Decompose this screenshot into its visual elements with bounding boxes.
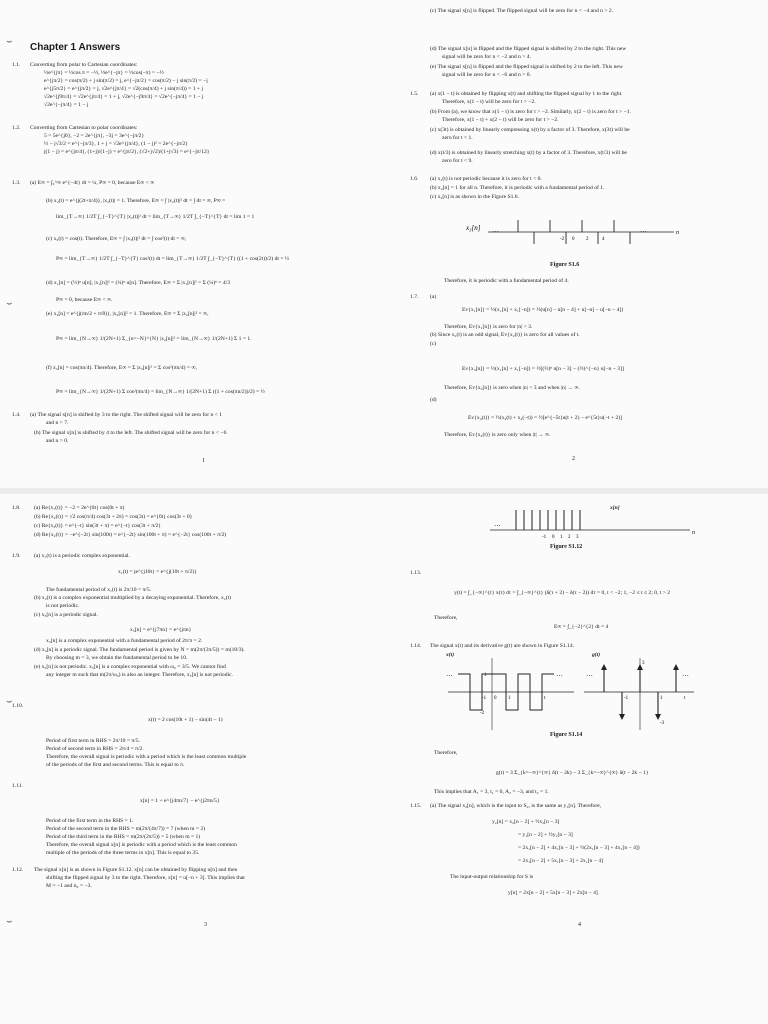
svg-text:3: 3: [642, 661, 645, 666]
text-line: e^{j5π/2} = e^{jπ/2} = j, √2e^{jπ/4} = √2(cos(π/4) + j sin(π/4)) = 1 + j: [44, 86, 204, 92]
text-line: (b) The signal x[n] is shifted by 4 to the left. The shifted signal will be zero for n < −6: [34, 430, 227, 436]
svg-text:t: t: [684, 696, 686, 701]
text-line: zero for t < 1.: [442, 135, 473, 141]
text-line: Period of the second term in the RHS = m(2π/(4π/7)) = 7 (when m = 2): [46, 826, 206, 832]
text-line: Ev{x₃[n]} = ½(x₁[n] + x₁[−n]) = ½[(½)ⁿ u[n − 3] − (½)^{−n} u[−n − 3]]: [462, 366, 624, 372]
text-line: (b) x₂(t) is a complex exponential multiplied by a decaying exponential. Therefore, x₂(t): [34, 595, 232, 601]
page-number: 3: [204, 922, 207, 928]
text-line: j(1 − j) = e^{jπ/4}, (1+j)/(1−j) = e^{jπ/2}, (√2+j√2)/(1+j√3) = e^{−jπ/12}: [44, 149, 210, 155]
figure-s1-6: [462, 204, 702, 264]
problem-number: 1.12.: [12, 867, 24, 873]
text-line: Therefore, the overall signal is periodic with a period which is the least common multiple: [46, 754, 247, 760]
text-line: Ev{x₄(t)} = ½(x₄(t) + x₄(−t)) = ½[e^{−5t}u(t + 2) − e^{5t}u(−t + 2)]: [468, 415, 623, 421]
svg-text:···: ···: [640, 228, 647, 236]
text-line: and n > 7.: [46, 420, 69, 426]
problem-number: 1.13.: [410, 570, 422, 576]
text-line: (f) x₃[n] = cos(πn/4). Therefore, E∞ = Σ |x₃[n]|² = Σ cos²(πn/4) = ∞,: [46, 365, 197, 371]
text-line: (d) x₄[n] is a periodic signal. The fundamental period is given by N = m(2π/(3π/5)) = m(10/3).: [34, 647, 245, 653]
page-3: [0, 494, 384, 1024]
text-line: = y₁[n − 2] + ½y₁[n − 3]: [518, 832, 573, 838]
text-line: y(t) = ∫_{−∞}^{t} x(τ) dτ = ∫_{−∞}^{t} (δ(τ + 2) − δ(τ − 2)) dτ = 0, t < −2; 1, −2 ≤ t ≤ 2; 0, t > 2: [454, 590, 671, 596]
page-2: [384, 0, 768, 488]
text-line: The input-output relationship for S is: [450, 874, 534, 880]
text-line: (c): [430, 341, 437, 347]
text-line: √2e^{j9π/4} = √2e^{jπ/4} = 1 + j, √2e^{−j9π/4} = √2e^{−jπ/4} = 1 − j: [44, 94, 204, 100]
text-line: y[n] = 2x[n − 2] + 5x[n − 3] + 2x[n − 4]: [508, 890, 598, 896]
text-line: P∞ = lim_{T→∞} 1/2T ∫_{−T}^{T} cos²(t) dt = lim_{T→∞} 1/2T ∫_{−T}^{T} ((1 + cos(2t))/2) dt = ½: [56, 256, 290, 262]
text-line: (d): [430, 397, 437, 403]
text-line: y₂[n] = x₂[n − 2] + ½x₂[n − 3]: [492, 819, 560, 825]
svg-text:1: 1: [508, 696, 511, 701]
svg-text:t: t: [544, 696, 546, 701]
text-line: (d) x₁[n] = (½)ⁿ u[n], |x₁[n]|² = (¼)ⁿ u[n]. Therefore, E∞ = Σ |x₁[n]|² = Σ (¼)ⁿ = 4/3: [46, 280, 231, 286]
text-line: Converting from polar to Cartesian coordinates:: [30, 62, 138, 68]
margin-mark: ⌣: [6, 36, 13, 47]
problem-number: 1.2.: [12, 125, 21, 131]
svg-text:-1: -1: [482, 696, 487, 701]
text-line: x₃[n] = e^{j7πn} = e^{jπn}: [130, 627, 192, 633]
text-line: x[n] = 1 + e^{j4πn/7} − e^{j2πn/5}: [140, 798, 220, 804]
text-line: (b) Since x₂(t) is an odd signal, Ev{x₂(t)} is zero for all values of t.: [430, 332, 580, 338]
text-line: Therefore, x(1 − t) will be zero for t > −2.: [442, 99, 536, 105]
svg-text:···: ···: [494, 522, 501, 530]
page-number: 2: [572, 456, 575, 462]
problem-number: 1.10.: [12, 703, 24, 709]
svg-text:2: 2: [568, 535, 571, 540]
text-line: (e) x₅[n] is not periodic. x₅[n] is a complex exponential with ω₀ = 3/5. We cannot find: [34, 664, 226, 670]
problem-number: 1.9.: [12, 553, 21, 559]
svg-text:4: 4: [602, 237, 605, 242]
text-line: and n > 0.: [46, 438, 69, 444]
text-line: Therefore,: [434, 750, 458, 756]
text-line: g(t) = 3 Σ_{k=−∞}^{∞} δ(t − 2k) − 3 Σ_{k=−∞}^{∞} δ(t − 2k − 1): [496, 770, 648, 776]
problem-number: 1.15.: [410, 803, 422, 809]
text-line: P∞ = 0, because E∞ < ∞.: [56, 297, 113, 303]
figure-s1-12: [480, 498, 710, 544]
svg-text:0: 0: [552, 535, 555, 540]
problem-number: 1.1.: [12, 62, 21, 68]
margin-mark: ⌣: [6, 916, 13, 927]
svg-text:···: ···: [556, 672, 563, 680]
svg-text:n: n: [692, 530, 695, 536]
problem-number: 1.6.: [410, 176, 419, 182]
svg-text:···: ···: [492, 228, 499, 236]
problem-number: 1.14.: [410, 643, 422, 649]
svg-text:n: n: [676, 230, 679, 236]
figure-caption: Figure S1.12: [550, 544, 583, 550]
text-line: (d) Re{x₄(t)} = −e^{−2t} sin(100t) = e^{−2t} sin(100t + π) = e^{−2t} cos(100t + π/2): [34, 532, 227, 538]
text-line: (c) The signal x[n] is flipped. The flipped signal will be zero for n < −4 and n > 2.: [430, 8, 614, 14]
text-line: Period of the third term in the RHS = m(2π/(2π/5)) = 5 (when m = 1): [46, 834, 201, 840]
text-line: signal will be zero for n < −2 and n > 4.: [442, 54, 532, 60]
text-line: (a) The signal x[n] is shifted by 3 to the right. The shifted signal will be zero for n < 1: [30, 412, 223, 418]
text-line: (b) x₂(t) = e^{j(2t+π/4)}, |x₂(t)| = 1. Therefore, E∞ = ∫ |x₂(t)|² dt = ∫ dt = ∞, P∞ =: [46, 198, 226, 204]
text-line: Therefore, Ev{x₁[n]} is zero for |n| > 3.: [444, 324, 533, 330]
svg-text:0: 0: [572, 237, 575, 242]
text-line: x(t) = 2 cos(10t + 1) − sin(4t − 1): [148, 717, 223, 723]
text-line: P∞ = lim_{N→∞} 1/(2N+1) Σ_{n=−N}^{N} |x₂[n]|² = lim_{N→∞} 1/(2N+1) Σ 1 = 1.: [56, 336, 252, 342]
text-line: (a) x₁(t) is a periodic complex exponential.: [34, 553, 130, 559]
text-line: The signal x[n] is as shown in Figure S1.12. x[n] can be obtained by flipping u[n] and then: [34, 867, 238, 873]
chapter-title: Chapter 1 Answers: [30, 42, 121, 53]
text-line: (d) x(t/3) is obtained by linearly stretching x(t) by a factor of 3. Therefore, x(t/3) will be: [430, 150, 627, 156]
page-number: 4: [578, 922, 581, 928]
text-line: Therefore, Ev{x₄(t)} is zero only when |t| → ∞.: [444, 432, 551, 438]
text-line: x₃[n] is a complex exponential with a fundamental period of 2π/π = 2.: [46, 638, 203, 644]
svg-text:···: ···: [682, 672, 689, 680]
text-line: Therefore, the overall signal x[n] is periodic with a period which is the least common: [46, 842, 237, 848]
text-line: Converting from Cartesian to polar coordinates:: [30, 125, 138, 131]
svg-text:-1: -1: [542, 535, 547, 540]
text-line: (c) x₃(t) = cos(t). Therefore, E∞ = ∫ |x₃(t)|² dt = ∫ cos²(t) dt = ∞,: [46, 236, 187, 242]
text-line: The signal x(t) and its derivative g(t) are shown in Figure S1.14.: [430, 643, 575, 649]
text-line: √2e^{−jπ/4} = 1 − j: [44, 102, 89, 108]
text-line: 5 = 5e^{j0}, −2 = 2e^{jπ}, −3j = 3e^{−jπ/2}: [44, 133, 145, 139]
text-line: (c) Re{x₃(t)} = e^{−t} sin(3t + π) = e^{−t} cos(3t + π/2): [34, 523, 161, 529]
text-line: The fundamental period of x₁(t) is 2π/10 = π/5.: [46, 587, 152, 593]
problem-number: 1.3.: [12, 180, 21, 186]
text-line: (a) The signal x₂[n], which is the input to S₂, is the same as y₁[n]. Therefore,: [430, 803, 602, 809]
page-4: [384, 494, 768, 1024]
problem-number: 1.8.: [12, 505, 21, 511]
figure-s1-14: [444, 652, 704, 732]
svg-text:x₃[n]: x₃[n]: [466, 224, 481, 232]
problem-number: 1.7.: [410, 294, 419, 300]
text-line: (b) x₂[n] = 1 for all n. Therefore, it is periodic with a fundamental period of 1.: [430, 185, 605, 191]
svg-text:-3: -3: [660, 721, 665, 726]
margin-mark: ⌣: [6, 298, 13, 309]
text-line: Ev{x₁[n]} = ½(x₁[n] + x₁[−n]) = ½(u[n] − u[n − 4] + u[−n] − u[−n − 4]): [462, 307, 624, 313]
text-line: (d) The signal x[n] is flipped and the flipped signal is shifted by 2 to the right. This new: [430, 46, 627, 52]
text-line: (c) x₃[n] is as shown in the Figure S1.6.: [430, 194, 519, 200]
page-number: 1: [202, 458, 205, 464]
text-line: multiple of the periods of the three terms in x[n]. This is equal to 35.: [46, 850, 200, 856]
svg-text:1: 1: [484, 673, 487, 678]
text-line: Period of first term in RHS = 2π/10 = π/5.: [46, 738, 140, 744]
problem-number: 1.4.: [12, 412, 21, 418]
svg-text:1: 1: [660, 696, 663, 701]
text-line: lim_{T→∞} 1/2T ∫_{−T}^{T} |x₂(t)|² dt = lim_{T→∞} 1/2T ∫_{−T}^{T} dt = lim 1 = 1: [56, 214, 255, 220]
svg-text:···: ···: [446, 672, 453, 680]
svg-text:3: 3: [576, 535, 579, 540]
svg-text:-2: -2: [480, 711, 485, 716]
svg-text:1: 1: [560, 535, 563, 540]
text-line: (a) x(1 − t) is obtained by flipping x(t) and shifting the flipped signal by 1 to the right.: [430, 91, 623, 97]
text-line: Therefore, it is periodic with a fundamental period of 4.: [444, 278, 569, 284]
text-line: ½e^{jπ} = ½cos π = −½, ½e^{−jπ} = ½cos(−π) = −½: [44, 70, 164, 76]
svg-text:-1: -1: [624, 696, 629, 701]
text-line: shifting the flipped signal by 3 to the right. Therefore, x[n] = u[−n + 3]. This implies that: [46, 875, 245, 881]
figure-caption: Figure S1.14: [550, 732, 583, 738]
figure-label: x(t): [446, 652, 455, 658]
figure-label: x[n]: [610, 505, 620, 511]
text-line: ½ − j√3/2 = e^{−jπ/3}, 1 + j = √2e^{jπ/4}, (1 − j)² = 2e^{−jπ/2}: [44, 141, 188, 147]
text-line: (b) From (a), we know that x(1 − t) is zero for t > −2. Similarly, x(2 − t) is zero for t > −1.: [430, 109, 631, 115]
text-line: = 2x₁[n − 2] + 4x₁[n − 3] + ½(2x₁[n − 3] + 4x₁[n − 4]): [518, 845, 640, 851]
text-line: By choosing m = 3, we obtain the fundamental period to be 10.: [46, 655, 188, 661]
text-line: x₁(t) = je^{j10t} = e^{j(10t + π/2)}: [118, 569, 197, 575]
page-1: [0, 0, 384, 488]
text-line: (e) The signal x[n] is flipped and the flipped signal is shifted by 2 to the left. This new: [430, 64, 623, 70]
text-line: M = −1 and n₀ = −3.: [46, 883, 92, 889]
text-line: Therefore, x(1 − t) + x(2 − t) will be zero for t > −2.: [442, 117, 559, 123]
text-line: zero for t < 9.: [442, 158, 473, 164]
svg-text:···: ···: [586, 672, 593, 680]
text-line: signal will be zero for n < −6 and n > 0.: [442, 72, 532, 78]
margin-mark: ⌣: [6, 696, 13, 707]
text-line: Therefore,: [434, 615, 458, 621]
svg-text:2: 2: [586, 237, 589, 242]
text-line: (b) Re{x₂(t)} = √2 cos(π/4) cos(3t + 2π) = cos(3t) = e^{0t} cos(3t + 0): [34, 514, 192, 520]
text-line: (c) x₃[n] is a periodic signal.: [34, 612, 98, 618]
text-line: Period of second term in RHS = 2π/4 = π/2.: [46, 746, 144, 752]
text-line: e^{jπ/2} = cos(π/2) + j sin(π/2) = j, e^{−jπ/2} = cos(π/2) − j sin(π/2) = −j: [44, 78, 208, 84]
text-line: Period of the first term in the RHS = 1.: [46, 818, 134, 824]
text-line: Therefore, Ev{x₃[n]} is zero when |n| < 3 and when |n| → ∞.: [444, 385, 580, 391]
text-line: This implies that A₁ = 3, t₁ = 0, A₂ = −3, and t₂ = 1.: [434, 789, 549, 795]
text-line: P∞ = lim_{N→∞} 1/(2N+1) Σ cos²(πn/4) = lim_{N→∞} 1/(2N+1) Σ ((1 + cos(πn/2))/2) = ½: [56, 389, 265, 395]
problem-number: 1.11.: [12, 783, 23, 789]
figure-caption: Figure S1.6: [550, 262, 580, 268]
text-line: any integer m such that m(2π/ω₀) is also an integer. Therefore, x₅[n] is not periodic.: [46, 672, 233, 678]
problem-number: 1.5.: [410, 91, 419, 97]
text-line: (a): [430, 294, 437, 300]
svg-text:0: 0: [494, 696, 497, 701]
text-line: (a) Re{x₁(t)} = −2 = 2e^{0t} cos(0t + π): [34, 505, 125, 511]
text-line: of the periods of the first and second terms. This is equal to π.: [46, 762, 185, 768]
text-line: E∞ = ∫_{−2}^{2} dt = 4: [554, 624, 609, 630]
text-line: is not periodic.: [46, 603, 80, 609]
text-line: (e) x₂[n] = e^{j(πn/2 + π/8)}, |x₂[n]|² = 1. Therefore, E∞ = Σ |x₂[n]|² = ∞,: [46, 311, 209, 317]
text-line: (a) x₁(t) is not periodic because it is zero for t < 0.: [430, 176, 542, 182]
text-line: (a) E∞ = ∫₀^∞ e^{−4t} dt = ¼, P∞ = 0, because E∞ < ∞: [30, 180, 155, 186]
svg-text:-2: -2: [560, 237, 565, 242]
figure-label: g(t): [592, 652, 601, 658]
text-line: = 2x₁[n − 2] + 5x₁[n − 3] + 2x₁[n − 4]: [518, 858, 603, 864]
text-line: (c) x(3t) is obtained by linearly compressing x(t) by a factor of 3. Therefore, x(3t) will be: [430, 127, 630, 133]
